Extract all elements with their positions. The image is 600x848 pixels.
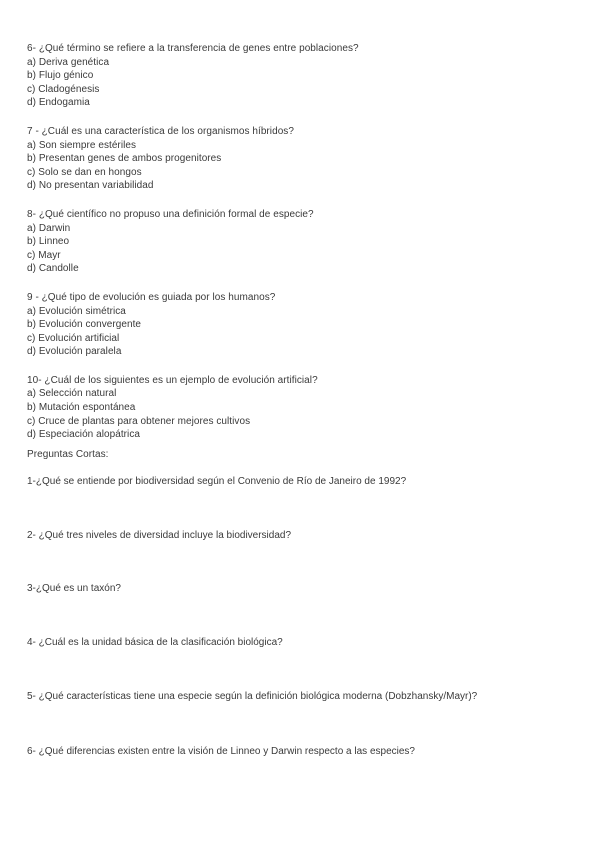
answer-option: c) Cladogénesis (27, 83, 100, 95)
answer-option: d) Evolución paralela (27, 346, 122, 358)
short-question: 4- ¿Cuál es la unidad básica de la clasificación biológica? (27, 637, 283, 648)
answer-option: b) Flujo génico (27, 70, 94, 82)
answer-option: a) Son siempre estériles (27, 139, 137, 151)
answer-option: a) Deriva genética (27, 56, 110, 68)
answer-option: b) Mutación espontánea (27, 402, 136, 414)
short-question: 1-¿Qué se entiende por biodiversidad según el Convenio de Río de Janeiro de 1992? (27, 476, 407, 487)
question-text: 7 - ¿Cuál es una característica de los organismos híbridos? (27, 125, 294, 137)
answer-option: d) Endogamia (27, 97, 90, 109)
answer-option: b) Presentan genes de ambos progenitores (27, 153, 222, 165)
answer-option: c) Solo se dan en hongos (27, 166, 142, 178)
answer-option: a) Selección natural (27, 388, 117, 400)
answer-option: b) Evolución convergente (27, 319, 142, 331)
short-question: 2- ¿Qué tres niveles de diversidad incluye la biodiversidad? (27, 530, 292, 541)
answer-option: c) Evolución artificial (27, 332, 120, 344)
question-block (27, 374, 359, 442)
question-block (27, 125, 359, 193)
question-text: 10- ¿Cuál de los siguientes es un ejemplo de evolución artificial? (27, 374, 318, 386)
question-text: 8- ¿Qué científico no propuso una definición formal de especie? (27, 208, 314, 220)
answer-option: b) Linneo (27, 236, 70, 248)
question-text: 9 - ¿Qué tipo de evolución es guiada por los humanos? (27, 291, 276, 303)
short-questions-heading-wrap (27, 448, 108, 462)
question-text: 6- ¿Qué término se refiere a la transferencia de genes entre poblaciones? (27, 43, 359, 54)
section-title: Preguntas Cortas: (27, 449, 109, 460)
answer-option: c) Mayr (27, 249, 61, 261)
short-question: 6- ¿Qué diferencias existen entre la visión de Linneo y Darwin respecto a las especies? (27, 746, 415, 757)
short-question: 5- ¿Qué características tiene una especie según la definición biológica moderna (Dobzhansky/Mayr)? (27, 691, 478, 702)
answer-option: c) Cruce de plantas para obtener mejores cultivos (27, 415, 251, 427)
answer-option: a) Evolución simétrica (27, 305, 126, 317)
answer-option: a) Darwin (27, 222, 71, 234)
question-block (27, 291, 359, 359)
answer-option: d) No presentan variabilidad (27, 180, 154, 192)
multiple-choice-section (27, 42, 359, 457)
question-block (27, 42, 359, 110)
answer-option: d) Candolle (27, 263, 79, 275)
question-block (27, 208, 359, 276)
answer-option: d) Especiación alopátrica (27, 429, 140, 441)
short-question: 3-¿Qué es un taxón? (27, 583, 121, 594)
